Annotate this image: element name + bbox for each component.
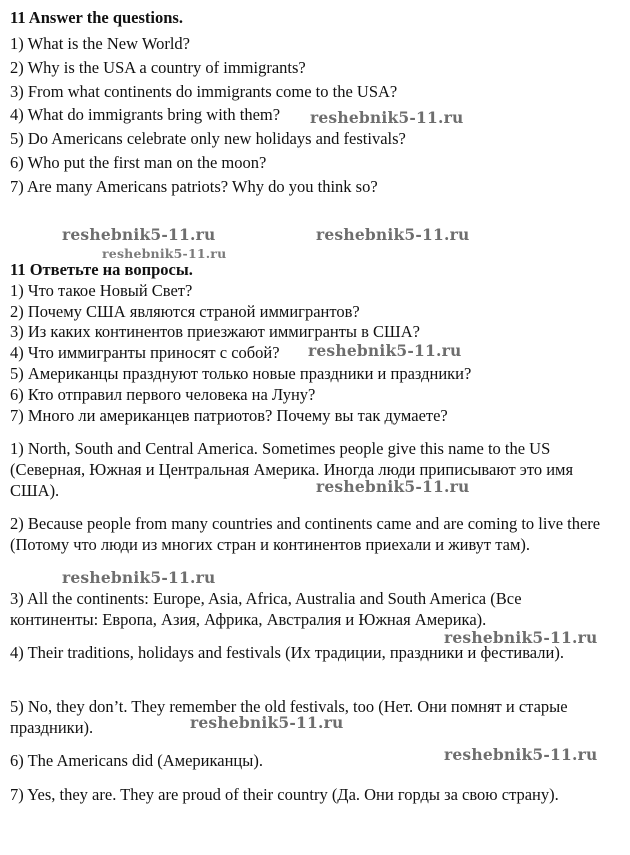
answer-3: 3) All the continents: Europe, Asia, Africa, Australia and South America (Все континенты: Европа, Азия, Африка, Австралия и Южная Америка).	[10, 589, 522, 629]
english-question-1: 1) What is the New World?	[10, 34, 190, 53]
answer-7: 7) Yes, they are. They are proud of their country (Да. Они горды за свою страну).	[10, 785, 559, 804]
watermark: reshebnik5-11.ru	[102, 246, 227, 261]
answer-6: 6) The Americans did (Американцы).	[10, 751, 263, 770]
english-title: 11 Answer the questions.	[10, 8, 183, 27]
russian-question-5: 5) Американцы празднуют только новые праздники и праздники?	[10, 364, 472, 383]
answer-2: 2) Because people from many countries and continents came and are coming to live there (Потому что люди из многих стран и континентов приехали и живут там).	[10, 514, 601, 554]
english-question-6: 6) Who put the first man on the moon?	[10, 153, 267, 172]
english-question-4: 4) What do immigrants bring with them?	[10, 105, 281, 124]
english-question-3: 3) From what continents do immigrants come to the USA?	[10, 82, 398, 101]
russian-question-6: 6) Кто отправил первого человека на Луну?	[10, 385, 316, 404]
answer-1: 1) North, South and Central America. Sometimes people give this name to the US (Северная, Южная и Центральная Америка. Иногда люди приписывают это имя США).	[10, 439, 574, 500]
russian-question-3: 3) Из каких континентов приезжают иммигранты в США?	[10, 322, 420, 341]
watermark: reshebnik5-11.ru	[62, 225, 216, 244]
watermark: reshebnik5-11.ru	[316, 225, 470, 244]
watermark: reshebnik5-11.ru	[62, 568, 216, 587]
watermark: reshebnik5-11.ru	[310, 108, 464, 127]
watermark: reshebnik5-11.ru	[444, 628, 598, 647]
english-question-2: 2) Why is the USA a country of immigrants?	[10, 58, 306, 77]
russian-question-1: 1) Что такое Новый Свет?	[10, 281, 193, 300]
watermark: reshebnik5-11.ru	[444, 745, 598, 764]
answer-5: 5) No, they don’t. They remember the old festivals, too (Нет. Они помнят и старые праздники).	[10, 697, 568, 737]
russian-question-2: 2) Почему США являются страной иммигрантов?	[10, 302, 360, 321]
english-question-7: 7) Are many Americans patriots? Why do you think so?	[10, 177, 378, 196]
watermark: reshebnik5-11.ru	[308, 341, 462, 360]
russian-question-4: 4) Что иммигранты приносят с собой?	[10, 343, 280, 362]
watermark: reshebnik5-11.ru	[316, 477, 470, 496]
answer-4: 4) Their traditions, holidays and festivals (Их традиции, праздники и фестивали).	[10, 643, 564, 662]
watermark: reshebnik5-11.ru	[190, 713, 344, 732]
english-question-5: 5) Do Americans celebrate only new holidays and festivals?	[10, 129, 406, 148]
russian-question-7: 7) Много ли американцев патриотов? Почему вы так думаете?	[10, 406, 448, 425]
russian-title: 11 Ответьте на вопросы.	[10, 260, 193, 279]
